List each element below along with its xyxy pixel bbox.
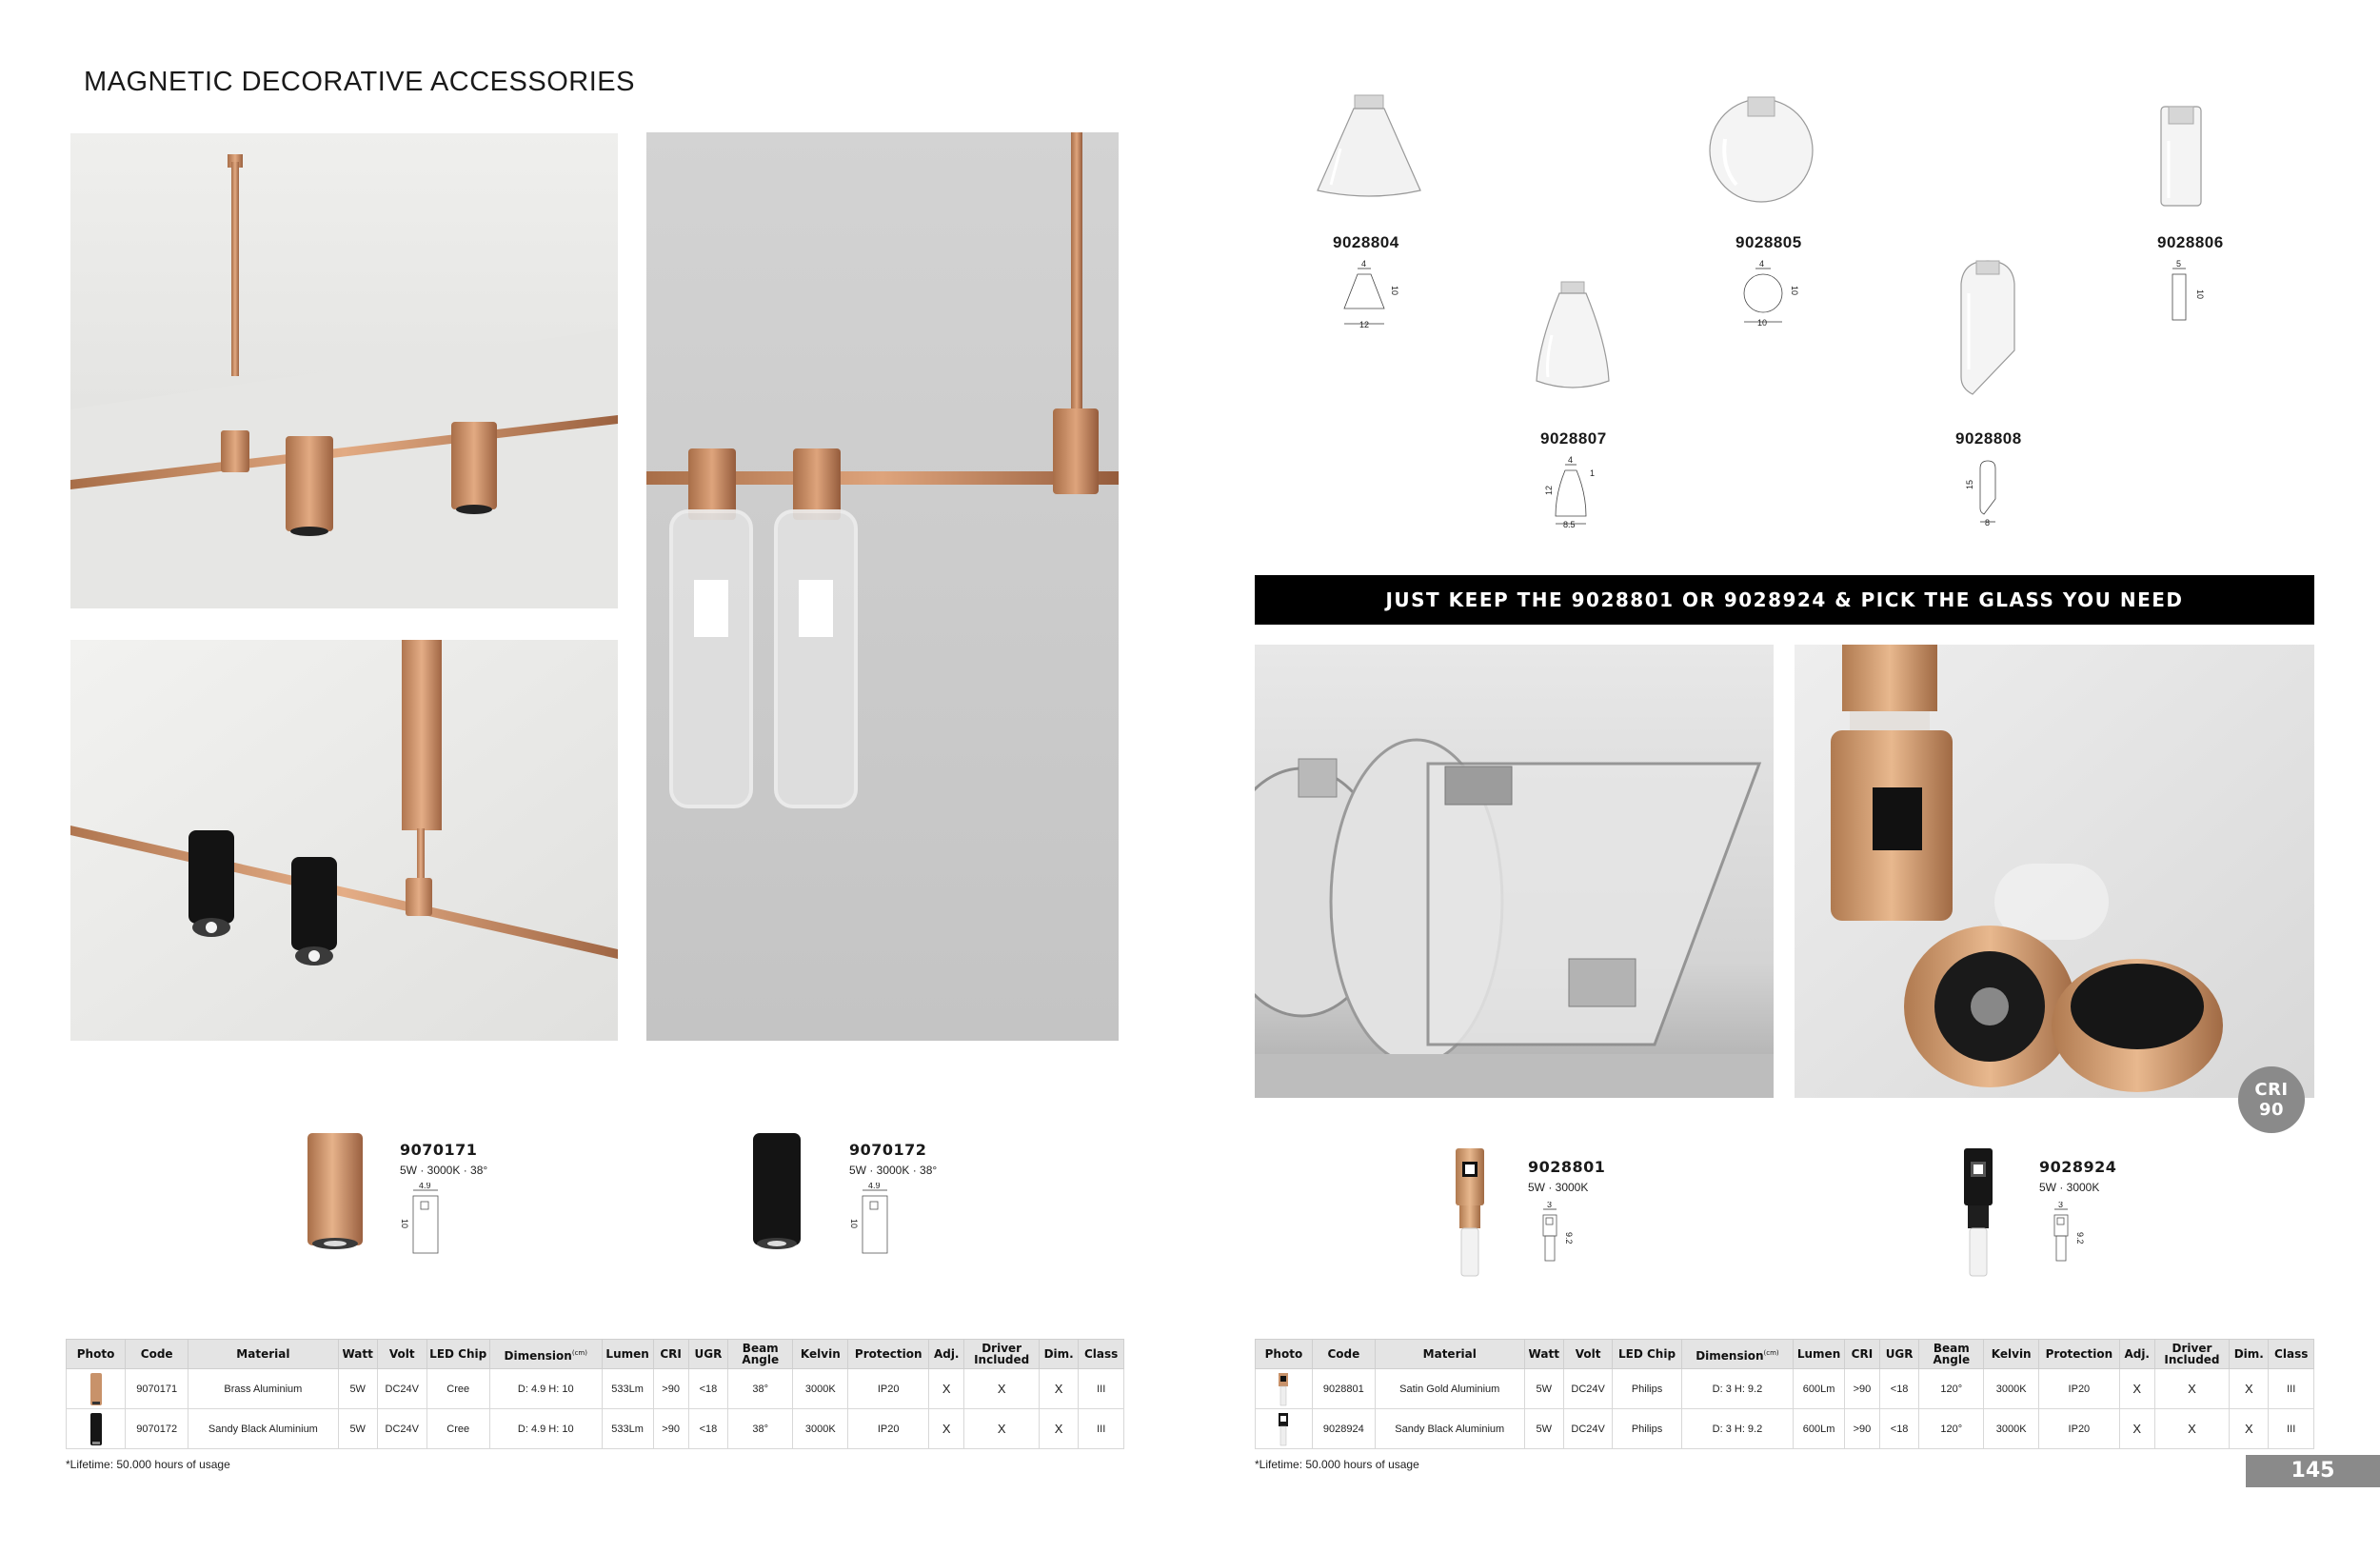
th-led-chip: LED Chip bbox=[426, 1340, 489, 1369]
th-beam-angle: Beam Angle bbox=[1919, 1340, 1984, 1369]
dim-drawing-9028804 bbox=[1333, 259, 1399, 335]
th-volt: Volt bbox=[1563, 1340, 1613, 1369]
th-adj: Adj. bbox=[929, 1340, 964, 1369]
cell-dimension: D: 4.9 H: 10 bbox=[489, 1369, 602, 1409]
cell-led-chip: Cree bbox=[426, 1369, 489, 1409]
th-kelvin: Kelvin bbox=[1984, 1340, 2039, 1369]
th-dim: Dim. bbox=[1039, 1340, 1078, 1369]
cell-protection: IP20 bbox=[2039, 1409, 2120, 1449]
table-row bbox=[1256, 1409, 2314, 1449]
table-row bbox=[67, 1409, 1124, 1449]
dim-bottom: 10 bbox=[1757, 318, 1768, 328]
glass-photo-9028804 bbox=[1312, 91, 1426, 198]
th-cri: CRI bbox=[653, 1340, 688, 1369]
th-dimension-label: Dimension bbox=[504, 1348, 572, 1363]
product-code: 9070171 bbox=[400, 1141, 478, 1159]
th-lumen: Lumen bbox=[1794, 1340, 1845, 1369]
cell-cri: >90 bbox=[1844, 1409, 1879, 1449]
cell-dim: X bbox=[2230, 1369, 2269, 1409]
dim-height: 9.2 bbox=[1564, 1232, 1574, 1244]
product-photo-9028924 bbox=[1961, 1146, 1995, 1280]
dimension-drawing bbox=[400, 1183, 447, 1259]
cell-lumen: 600Lm bbox=[1794, 1369, 1845, 1409]
cell-kelvin: 3000K bbox=[793, 1409, 848, 1449]
dim-bottom: 8 bbox=[1985, 518, 1991, 528]
dim-drawing-9028807 bbox=[1544, 455, 1601, 531]
product-photo-9070172 bbox=[750, 1129, 803, 1251]
cell-adj: X bbox=[2119, 1409, 2154, 1449]
dim-height: 15 bbox=[1965, 479, 1974, 489]
row-thumb bbox=[67, 1369, 126, 1409]
th-material: Material bbox=[188, 1340, 338, 1369]
cell-cri: >90 bbox=[653, 1409, 688, 1449]
cell-watt: 5W bbox=[1524, 1369, 1563, 1409]
th-dim: Dim. bbox=[2230, 1340, 2269, 1369]
th-protection: Protection bbox=[848, 1340, 929, 1369]
footnote-right: *Lifetime: 50.000 hours of usage bbox=[1255, 1458, 1419, 1471]
product-code: 9070172 bbox=[849, 1141, 927, 1159]
cell-watt: 5W bbox=[1524, 1409, 1563, 1449]
th-watt: Watt bbox=[338, 1340, 377, 1369]
cell-driver: X bbox=[964, 1409, 1040, 1449]
cell-kelvin: 3000K bbox=[793, 1369, 848, 1409]
cell-lumen: 533Lm bbox=[602, 1369, 653, 1409]
cell-ugr: <18 bbox=[1879, 1409, 1918, 1449]
cell-protection: IP20 bbox=[848, 1409, 929, 1449]
th-code: Code bbox=[1312, 1340, 1375, 1369]
cell-led-chip: Philips bbox=[1613, 1369, 1681, 1409]
cell-ugr: <18 bbox=[1879, 1369, 1918, 1409]
promo-banner: JUST KEEP THE 9028801 OR 9028924 & PICK THE GLASS YOU NEED bbox=[1255, 575, 2314, 625]
photo-black-spots-rail bbox=[70, 640, 618, 1041]
th-protection: Protection bbox=[2039, 1340, 2120, 1369]
th-driver-included: Driver Included bbox=[964, 1340, 1040, 1369]
table-row bbox=[1256, 1369, 2314, 1409]
cell-protection: IP20 bbox=[2039, 1369, 2120, 1409]
cell-code: 9028924 bbox=[1312, 1409, 1375, 1449]
th-driver-included: Driver Included bbox=[2154, 1340, 2229, 1369]
th-dimension-unit: (cm) bbox=[571, 1348, 587, 1357]
cell-watt: 5W bbox=[338, 1369, 377, 1409]
dim-top: 4 bbox=[1759, 259, 1765, 269]
product-info-9028924 bbox=[2039, 1158, 2116, 1273]
cell-volt: DC24V bbox=[1563, 1409, 1613, 1449]
cell-beam-angle: 120° bbox=[1919, 1409, 1984, 1449]
th-material: Material bbox=[1375, 1340, 1524, 1369]
cell-material: Sandy Black Aluminium bbox=[1375, 1409, 1524, 1449]
spec-table-right bbox=[1255, 1339, 2314, 1449]
dim-width: 4.9 bbox=[419, 1183, 431, 1190]
cell-class: III bbox=[2269, 1369, 2314, 1409]
th-ugr: UGR bbox=[688, 1340, 727, 1369]
product-spec: 5W · 3000K bbox=[2039, 1181, 2100, 1194]
cell-volt: DC24V bbox=[377, 1369, 426, 1409]
cell-cri: >90 bbox=[1844, 1369, 1879, 1409]
photo-glass-shades bbox=[1255, 645, 1774, 1098]
row-thumb bbox=[1256, 1369, 1313, 1409]
cell-code: 9070171 bbox=[126, 1369, 188, 1409]
photo-gold-connectors bbox=[1795, 645, 2314, 1098]
page-number: 145 bbox=[2246, 1455, 2380, 1487]
th-class: Class bbox=[1079, 1340, 1124, 1369]
th-beam-angle: Beam Angle bbox=[728, 1340, 793, 1369]
cell-ugr: <18 bbox=[688, 1409, 727, 1449]
glass-code-9028808: 9028808 bbox=[1955, 429, 2022, 448]
glass-photo-9028808 bbox=[1950, 255, 2026, 398]
th-dimension bbox=[1681, 1340, 1794, 1369]
cell-dim: X bbox=[2230, 1409, 2269, 1449]
cell-led-chip: Philips bbox=[1613, 1409, 1681, 1449]
glass-photo-9028805 bbox=[1704, 91, 1818, 206]
cell-lumen: 600Lm bbox=[1794, 1409, 1845, 1449]
dim-height: 9.2 bbox=[2075, 1232, 2085, 1244]
cell-code: 9028801 bbox=[1312, 1369, 1375, 1409]
dim-height: 10 bbox=[2195, 289, 2205, 300]
cell-ugr: <18 bbox=[688, 1369, 727, 1409]
th-photo: Photo bbox=[1256, 1340, 1313, 1369]
cell-volt: DC24V bbox=[1563, 1369, 1613, 1409]
cell-dimension: D: 4.9 H: 10 bbox=[489, 1409, 602, 1449]
glass-photo-9028806 bbox=[2155, 103, 2207, 209]
th-class: Class bbox=[2269, 1340, 2314, 1369]
th-ugr: UGR bbox=[1879, 1340, 1918, 1369]
cell-adj: X bbox=[929, 1369, 964, 1409]
cell-kelvin: 3000K bbox=[1984, 1369, 2039, 1409]
dim-drawing-9028806 bbox=[2163, 259, 2211, 326]
cell-watt: 5W bbox=[338, 1409, 377, 1449]
cell-dimension: D: 3 H: 9.2 bbox=[1681, 1409, 1794, 1449]
photo-brass-spots-rail bbox=[70, 133, 618, 608]
th-dimension-label: Dimension bbox=[1696, 1348, 1764, 1363]
cell-material: Brass Aluminium bbox=[188, 1369, 338, 1409]
cell-beam-angle: 120° bbox=[1919, 1369, 1984, 1409]
cri-badge-label: CRI bbox=[2254, 1080, 2289, 1100]
dim-drawing-9028805 bbox=[1735, 259, 1801, 335]
cri-badge bbox=[2238, 1066, 2305, 1133]
cell-dim: X bbox=[1039, 1409, 1078, 1449]
page-title: MAGNETIC DECORATIVE ACCESSORIES bbox=[84, 67, 635, 97]
product-spec: 5W · 3000K · 38° bbox=[849, 1164, 938, 1177]
cell-cri: >90 bbox=[653, 1369, 688, 1409]
dim-height: 12 bbox=[1544, 485, 1554, 495]
dimension-drawing bbox=[849, 1183, 897, 1259]
cell-material: Satin Gold Aluminium bbox=[1375, 1369, 1524, 1409]
dim-width: 3 bbox=[1547, 1202, 1553, 1209]
dimension-drawing bbox=[1528, 1202, 1576, 1268]
glass-code-9028805: 9028805 bbox=[1735, 233, 1802, 251]
dimension-drawing bbox=[2039, 1202, 2087, 1268]
product-code: 9028801 bbox=[1528, 1158, 1606, 1176]
dim-neck: 1 bbox=[1590, 468, 1596, 478]
th-volt: Volt bbox=[377, 1340, 426, 1369]
cell-material: Sandy Black Aluminium bbox=[188, 1409, 338, 1449]
photo-glass-pendants bbox=[646, 132, 1119, 1041]
th-dimension-unit: (cm) bbox=[1763, 1348, 1779, 1357]
dim-top: 5 bbox=[2176, 259, 2182, 269]
cell-protection: IP20 bbox=[848, 1369, 929, 1409]
cell-dimension: D: 3 H: 9.2 bbox=[1681, 1369, 1794, 1409]
product-photo-9070171 bbox=[303, 1129, 367, 1251]
cell-class: III bbox=[2269, 1409, 2314, 1449]
cell-driver: X bbox=[2154, 1409, 2229, 1449]
dim-height: 10 bbox=[1790, 286, 1799, 296]
product-spec: 5W · 3000K bbox=[1528, 1181, 1589, 1194]
th-photo: Photo bbox=[67, 1340, 126, 1369]
dim-bottom: 8.5 bbox=[1563, 520, 1576, 529]
cell-class: III bbox=[1079, 1369, 1124, 1409]
glass-code-9028806: 9028806 bbox=[2157, 233, 2224, 251]
cell-beam-angle: 38° bbox=[728, 1409, 793, 1449]
dim-top: 4 bbox=[1361, 259, 1367, 269]
cell-adj: X bbox=[2119, 1369, 2154, 1409]
cell-driver: X bbox=[964, 1369, 1040, 1409]
row-thumb bbox=[1256, 1409, 1313, 1449]
dim-height: 10 bbox=[849, 1219, 859, 1229]
dim-width: 3 bbox=[2058, 1202, 2064, 1209]
th-dimension bbox=[489, 1340, 602, 1369]
th-code: Code bbox=[126, 1340, 188, 1369]
row-thumb bbox=[67, 1409, 126, 1449]
cell-adj: X bbox=[929, 1409, 964, 1449]
th-led-chip: LED Chip bbox=[1613, 1340, 1681, 1369]
spec-table-left bbox=[66, 1339, 1124, 1449]
th-kelvin: Kelvin bbox=[793, 1340, 848, 1369]
product-info-9028801 bbox=[1528, 1158, 1605, 1273]
dim-top: 4 bbox=[1568, 455, 1574, 465]
cell-volt: DC24V bbox=[377, 1409, 426, 1449]
cell-beam-angle: 38° bbox=[728, 1369, 793, 1409]
cell-lumen: 533Lm bbox=[602, 1409, 653, 1449]
glass-code-9028807: 9028807 bbox=[1540, 429, 1607, 448]
cell-kelvin: 3000K bbox=[1984, 1409, 2039, 1449]
th-cri: CRI bbox=[1844, 1340, 1879, 1369]
dim-drawing-9028808 bbox=[1965, 457, 2013, 528]
dim-bottom: 12 bbox=[1359, 320, 1370, 329]
dim-height: 10 bbox=[1390, 286, 1399, 296]
glass-photo-9028807 bbox=[1533, 278, 1613, 396]
th-watt: Watt bbox=[1524, 1340, 1563, 1369]
product-spec: 5W · 3000K · 38° bbox=[400, 1164, 488, 1177]
glass-code-9028804: 9028804 bbox=[1333, 233, 1399, 251]
dim-width: 4.9 bbox=[868, 1183, 881, 1190]
cell-dim: X bbox=[1039, 1369, 1078, 1409]
cell-class: III bbox=[1079, 1409, 1124, 1449]
footnote-left: *Lifetime: 50.000 hours of usage bbox=[66, 1458, 230, 1471]
table-row bbox=[67, 1369, 1124, 1409]
th-lumen: Lumen bbox=[602, 1340, 653, 1369]
dim-height: 10 bbox=[400, 1219, 409, 1229]
th-adj: Adj. bbox=[2119, 1340, 2154, 1369]
product-info-9070172 bbox=[849, 1141, 937, 1264]
cell-code: 9070172 bbox=[126, 1409, 188, 1449]
product-info-9070171 bbox=[400, 1141, 487, 1264]
cri-badge-value: 90 bbox=[2258, 1100, 2285, 1120]
cell-driver: X bbox=[2154, 1369, 2229, 1409]
product-photo-9028801 bbox=[1453, 1146, 1487, 1280]
cell-led-chip: Cree bbox=[426, 1409, 489, 1449]
product-code: 9028924 bbox=[2039, 1158, 2117, 1176]
